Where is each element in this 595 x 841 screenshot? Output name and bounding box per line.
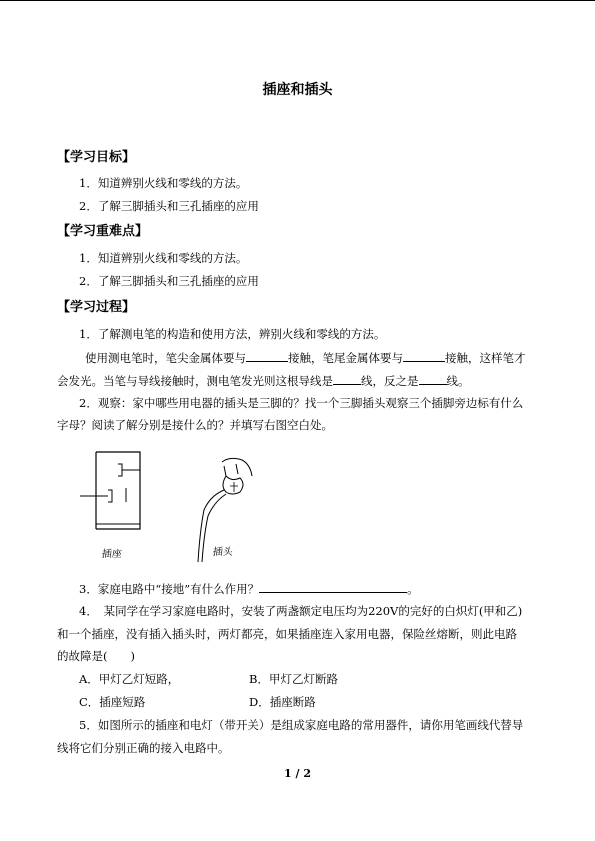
q1-line3-a: 会发光。当笔与导线接触时，测电笔发光则这根导线是: [57, 374, 333, 388]
q2-line1: 2．观察：家中哪些用电器的插头是三脚的？找一个三脚插头观察三个插脚旁边标有什么: [79, 396, 524, 410]
q4-option-c: C．插座短路: [79, 695, 146, 709]
q1-line2-a: 使用测电笔时，笔尖金属体要与: [85, 351, 246, 365]
q3-blank[interactable]: [259, 580, 407, 593]
q4-option-b: B．甲灯乙灯断路: [249, 672, 338, 686]
q4-line3: 的故障是( ): [57, 649, 135, 663]
q1-line2-b: 接触，笔尾金属体要与: [288, 351, 403, 365]
q3-text: 3．家庭电路中“接地”有什么作用？: [79, 582, 260, 596]
q1-line2-c: 接触，这样笔才: [445, 351, 526, 365]
process-heading: 【学习过程】: [57, 300, 136, 315]
q1-blank-2[interactable]: [403, 349, 445, 362]
q4-option-a: A．甲灯乙灯短路，: [79, 672, 180, 686]
goals-heading: 【学习目标】: [57, 150, 136, 165]
q3-end: 。: [407, 582, 419, 596]
socket-label: 插座: [100, 549, 123, 560]
q1-blank-4[interactable]: [419, 372, 447, 385]
goals-item-1: 1．知道辨别火线和零线的方法。: [79, 176, 248, 190]
q4-option-d: D．插座断路: [249, 695, 316, 709]
q4-line1: 4． 某同学在学习家庭电路时，安装了两盏额定电压均为220V的完好的白炽灯(甲和乙): [79, 604, 523, 618]
q3-line: [79, 580, 419, 597]
keypoints-heading: 【学习重难点】: [57, 224, 149, 239]
q1-line3: [57, 372, 470, 389]
q1-line2: [85, 349, 526, 366]
q1-line3-b: 线，反之是: [361, 374, 419, 388]
q1-blank-1[interactable]: [246, 349, 288, 362]
page-number: 1 / 2: [284, 767, 311, 780]
q5-line1: 5．如图所示的插座和电灯（带开关）是组成家庭电路的常用器件，请你用笔画线代替导: [79, 718, 524, 732]
q5-line2: 线将它们分别正确的接入电路中。: [57, 741, 230, 755]
q1-line3-c: 线。: [446, 374, 470, 388]
goals-item-2: 2．了解三脚插头和三孔插座的应用: [79, 199, 259, 213]
keypoints-item-2: 2．了解三脚插头和三孔插座的应用: [79, 274, 259, 288]
q2-line2: 字母？阅读了解分别是接什么的？并填写右图空白处。: [57, 418, 333, 432]
q1-line1: 1．了解测电笔的构造和使用方法，辨别火线和零线的方法。: [79, 327, 386, 341]
q4-line2: 和一个插座，没有插入插头时，两灯都亮，如果插座连入家用电器，保险丝熔断，则此电路: [57, 627, 517, 641]
page-title: 插座和插头: [262, 82, 333, 98]
top-rule: [0, 0, 595, 1]
keypoints-item-1: 1．知道辨别火线和零线的方法。: [79, 251, 248, 265]
plug-label: 插头: [211, 547, 234, 558]
q1-blank-3[interactable]: [333, 372, 361, 385]
